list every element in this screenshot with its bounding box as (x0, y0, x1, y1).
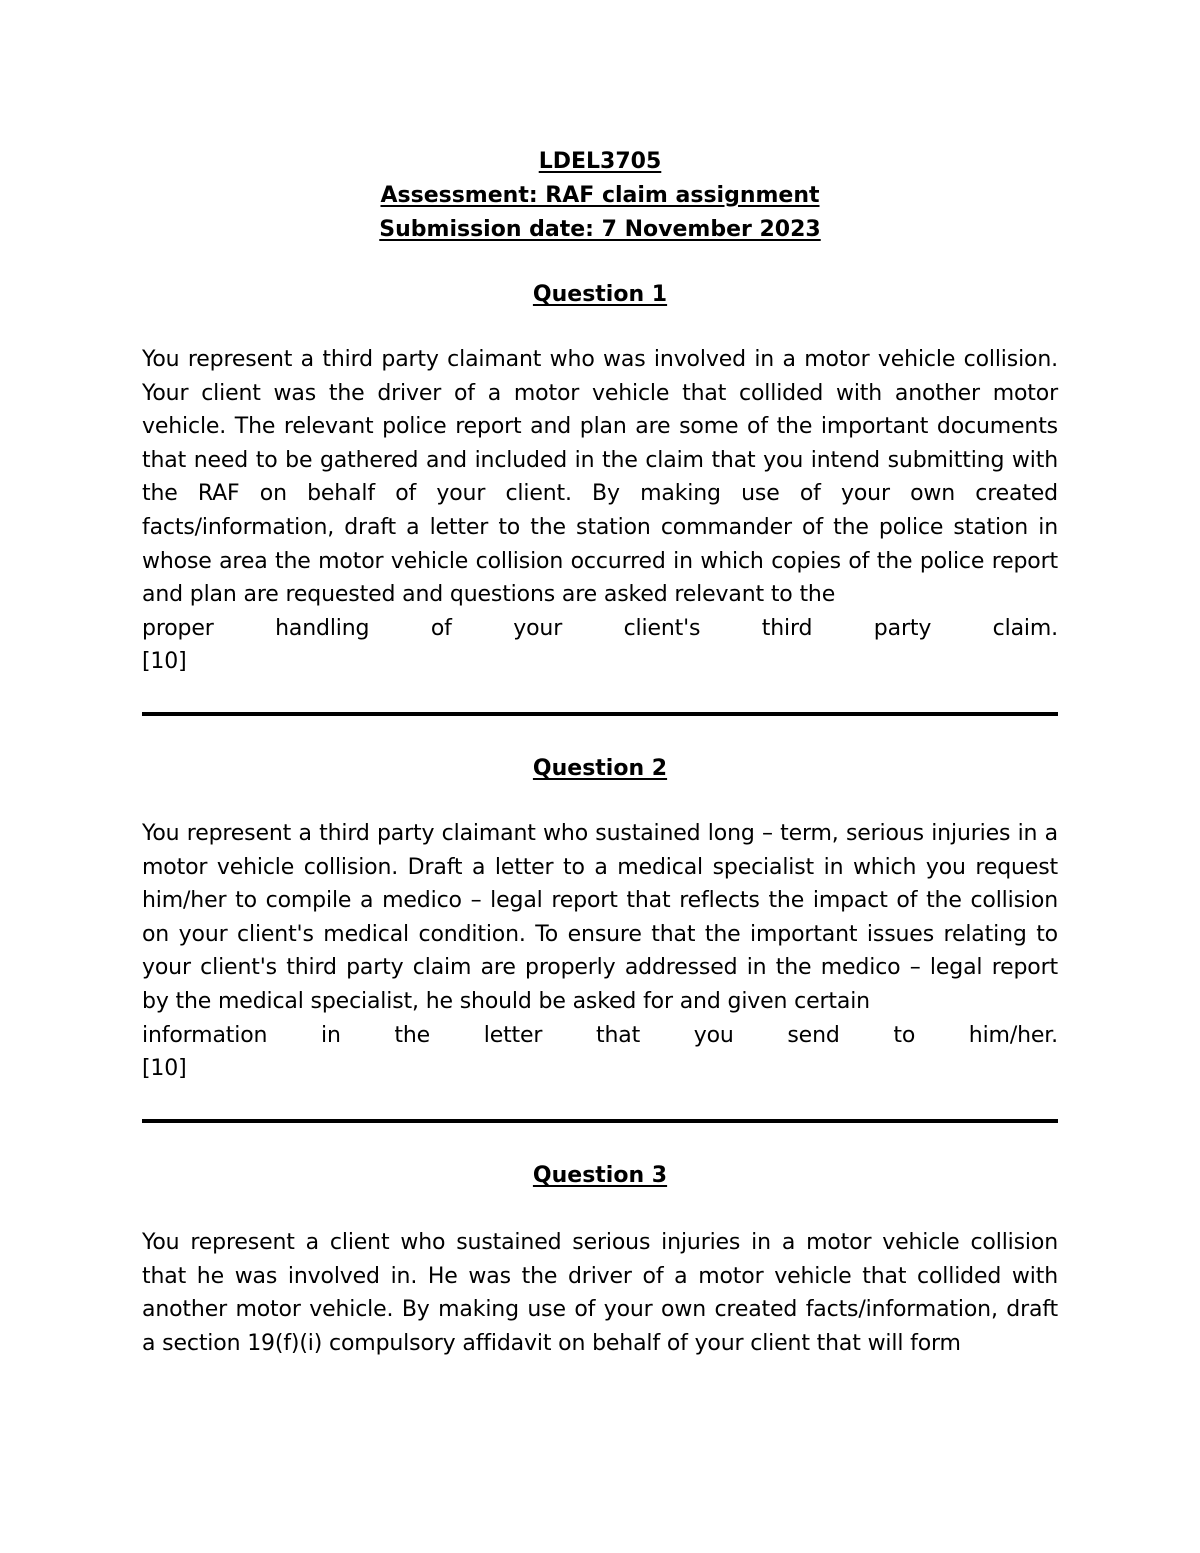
question-2-last-line: information in the letter that you send to him/her. (142, 1022, 1058, 1048)
question-2-marks: [10] (142, 1056, 187, 1082)
question-2-body: You represent a third party claimant who sustained long – term, serious injuries in a motor vehicle collision. Draft a letter to a medical specialist in which you request him/her to compile a medico – legal report that reflects the impact of the collision on your client's medical condition. To ensure that the important issues relating to your client's third party claim are properly addressed in the medico – legal report by the medical specialist, he should be asked for and given certain (142, 821, 1058, 1014)
question-1-marks: [10] (142, 649, 187, 675)
question-1-text (142, 343, 1058, 679)
question-2-text (142, 817, 1058, 1086)
question-1-title: Question 1 (532, 282, 668, 307)
document-header (142, 145, 1058, 247)
question-3-text (142, 1226, 1058, 1360)
section-divider (142, 712, 1058, 716)
question-3-body: You represent a client who sustained serious injuries in a motor vehicle collision that he was involved in. He was the driver of a motor vehicle that collided with another motor vehicle. By making use of your own created facts/information, draft a section 19(f)(i) compulsory affidavit on behalf of your client that will form (142, 1230, 1058, 1356)
section-divider (142, 1119, 1058, 1123)
question-3-title: Question 3 (532, 1163, 668, 1188)
course-code: LDEL3705 (538, 149, 662, 174)
question-1-body: You represent a third party claimant who was involved in a motor vehicle collision. Your client was the driver of a motor vehicle that collided with another motor vehicle. The relevant police report and plan are some of the important documents that need to be gathered and included in the claim that you intend submitting with the RAF on behalf of your client. By making use of your own created facts/information, draft a letter to the station commander of the police station in whose area the motor vehicle collision occurred in which copies of the police report and plan are requested and questions are asked relevant to the (142, 347, 1058, 608)
assessment-title: Assessment: RAF claim assignment (380, 183, 820, 208)
question-1-last-line: proper handling of your client's third party claim. (142, 615, 1058, 641)
question-2-title: Question 2 (532, 756, 668, 781)
submission-date: Submission date: 7 November 2023 (379, 217, 821, 242)
